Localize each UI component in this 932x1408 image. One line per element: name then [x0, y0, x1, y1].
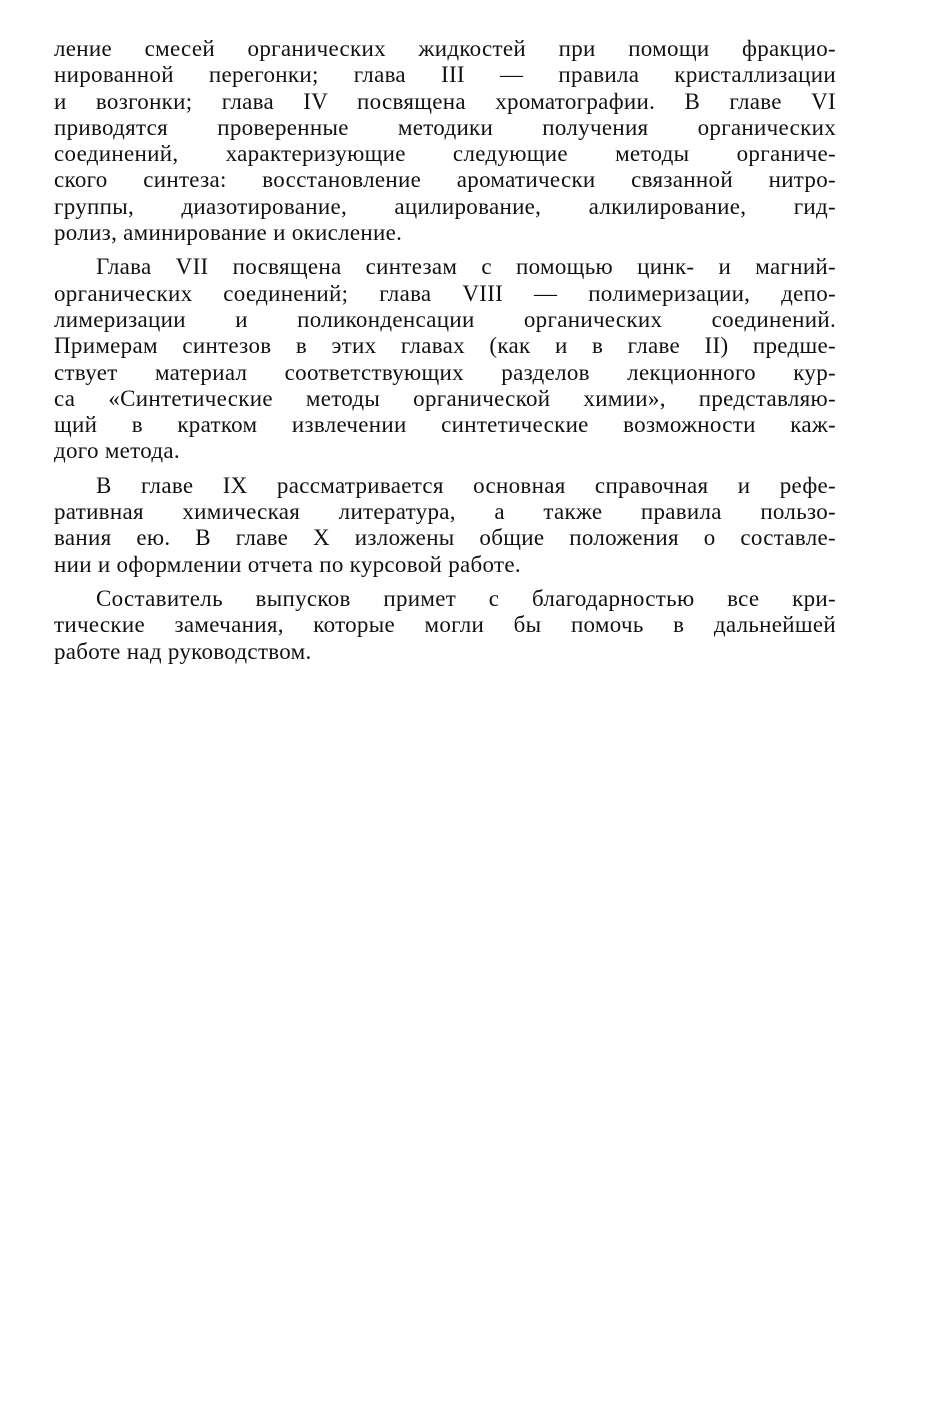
text-line: Примерам синтезов в этих главах (как и в главе II) предше- [54, 333, 836, 359]
text-line: органических соединений; глава VIII — полимеризации, депо- [54, 280, 836, 306]
text-line: ского синтеза: восстановление ароматически связанной нитро- [54, 167, 836, 193]
text-line: нии и оформлении отчета по курсовой работе. [54, 551, 521, 577]
text-line: ствует материал соответствующих разделов лекционного кур- [54, 359, 836, 385]
text-line: ративная химическая литература, а также правила пользо- [54, 499, 836, 525]
text-line: В главе IX рассматривается основная справочная и рефе- [96, 472, 836, 498]
text-line: группы, диазотирование, ацилирование, алкилирование, гид- [54, 193, 836, 219]
paragraph-2 [54, 254, 836, 464]
text-line: работе над руководством. [54, 638, 312, 664]
text-line: тические замечания, которые могли бы помочь в дальнейшей [54, 612, 836, 638]
text-line: дого метода. [54, 438, 180, 464]
paragraph-1 [54, 36, 836, 246]
text-line: вания ею. В главе X изложены общие положения о составле- [54, 525, 836, 551]
text-line: Составитель выпусков примет с благодарностью все кри- [96, 585, 836, 611]
text-line: щий в кратком извлечении синтетические возможности каж- [54, 412, 836, 438]
text-line: соединений, характеризующие следующие методы органиче- [54, 141, 836, 167]
text-line: лимеризации и поликонденсации органических соединений. [54, 306, 836, 332]
paragraph-3 [54, 473, 836, 578]
document-page [54, 36, 836, 673]
text-line: и возгонки; глава IV посвящена хроматографии. В главе VI [54, 88, 836, 114]
paragraph-4 [54, 586, 836, 665]
text-line: приводятся проверенные методики получения органических [54, 114, 836, 140]
text-line: ролиз, аминирование и окисление. [54, 220, 403, 246]
text-line: са «Синтетические методы органической химии», представляю- [54, 385, 836, 411]
text-line: Глава VII посвящена синтезам с помощью цинк- и магний- [96, 254, 836, 280]
text-line: ление смесей органических жидкостей при помощи фракцио- [54, 36, 836, 61]
text-line: нированной перегонки; глава III — правила кристаллизации [54, 62, 836, 88]
